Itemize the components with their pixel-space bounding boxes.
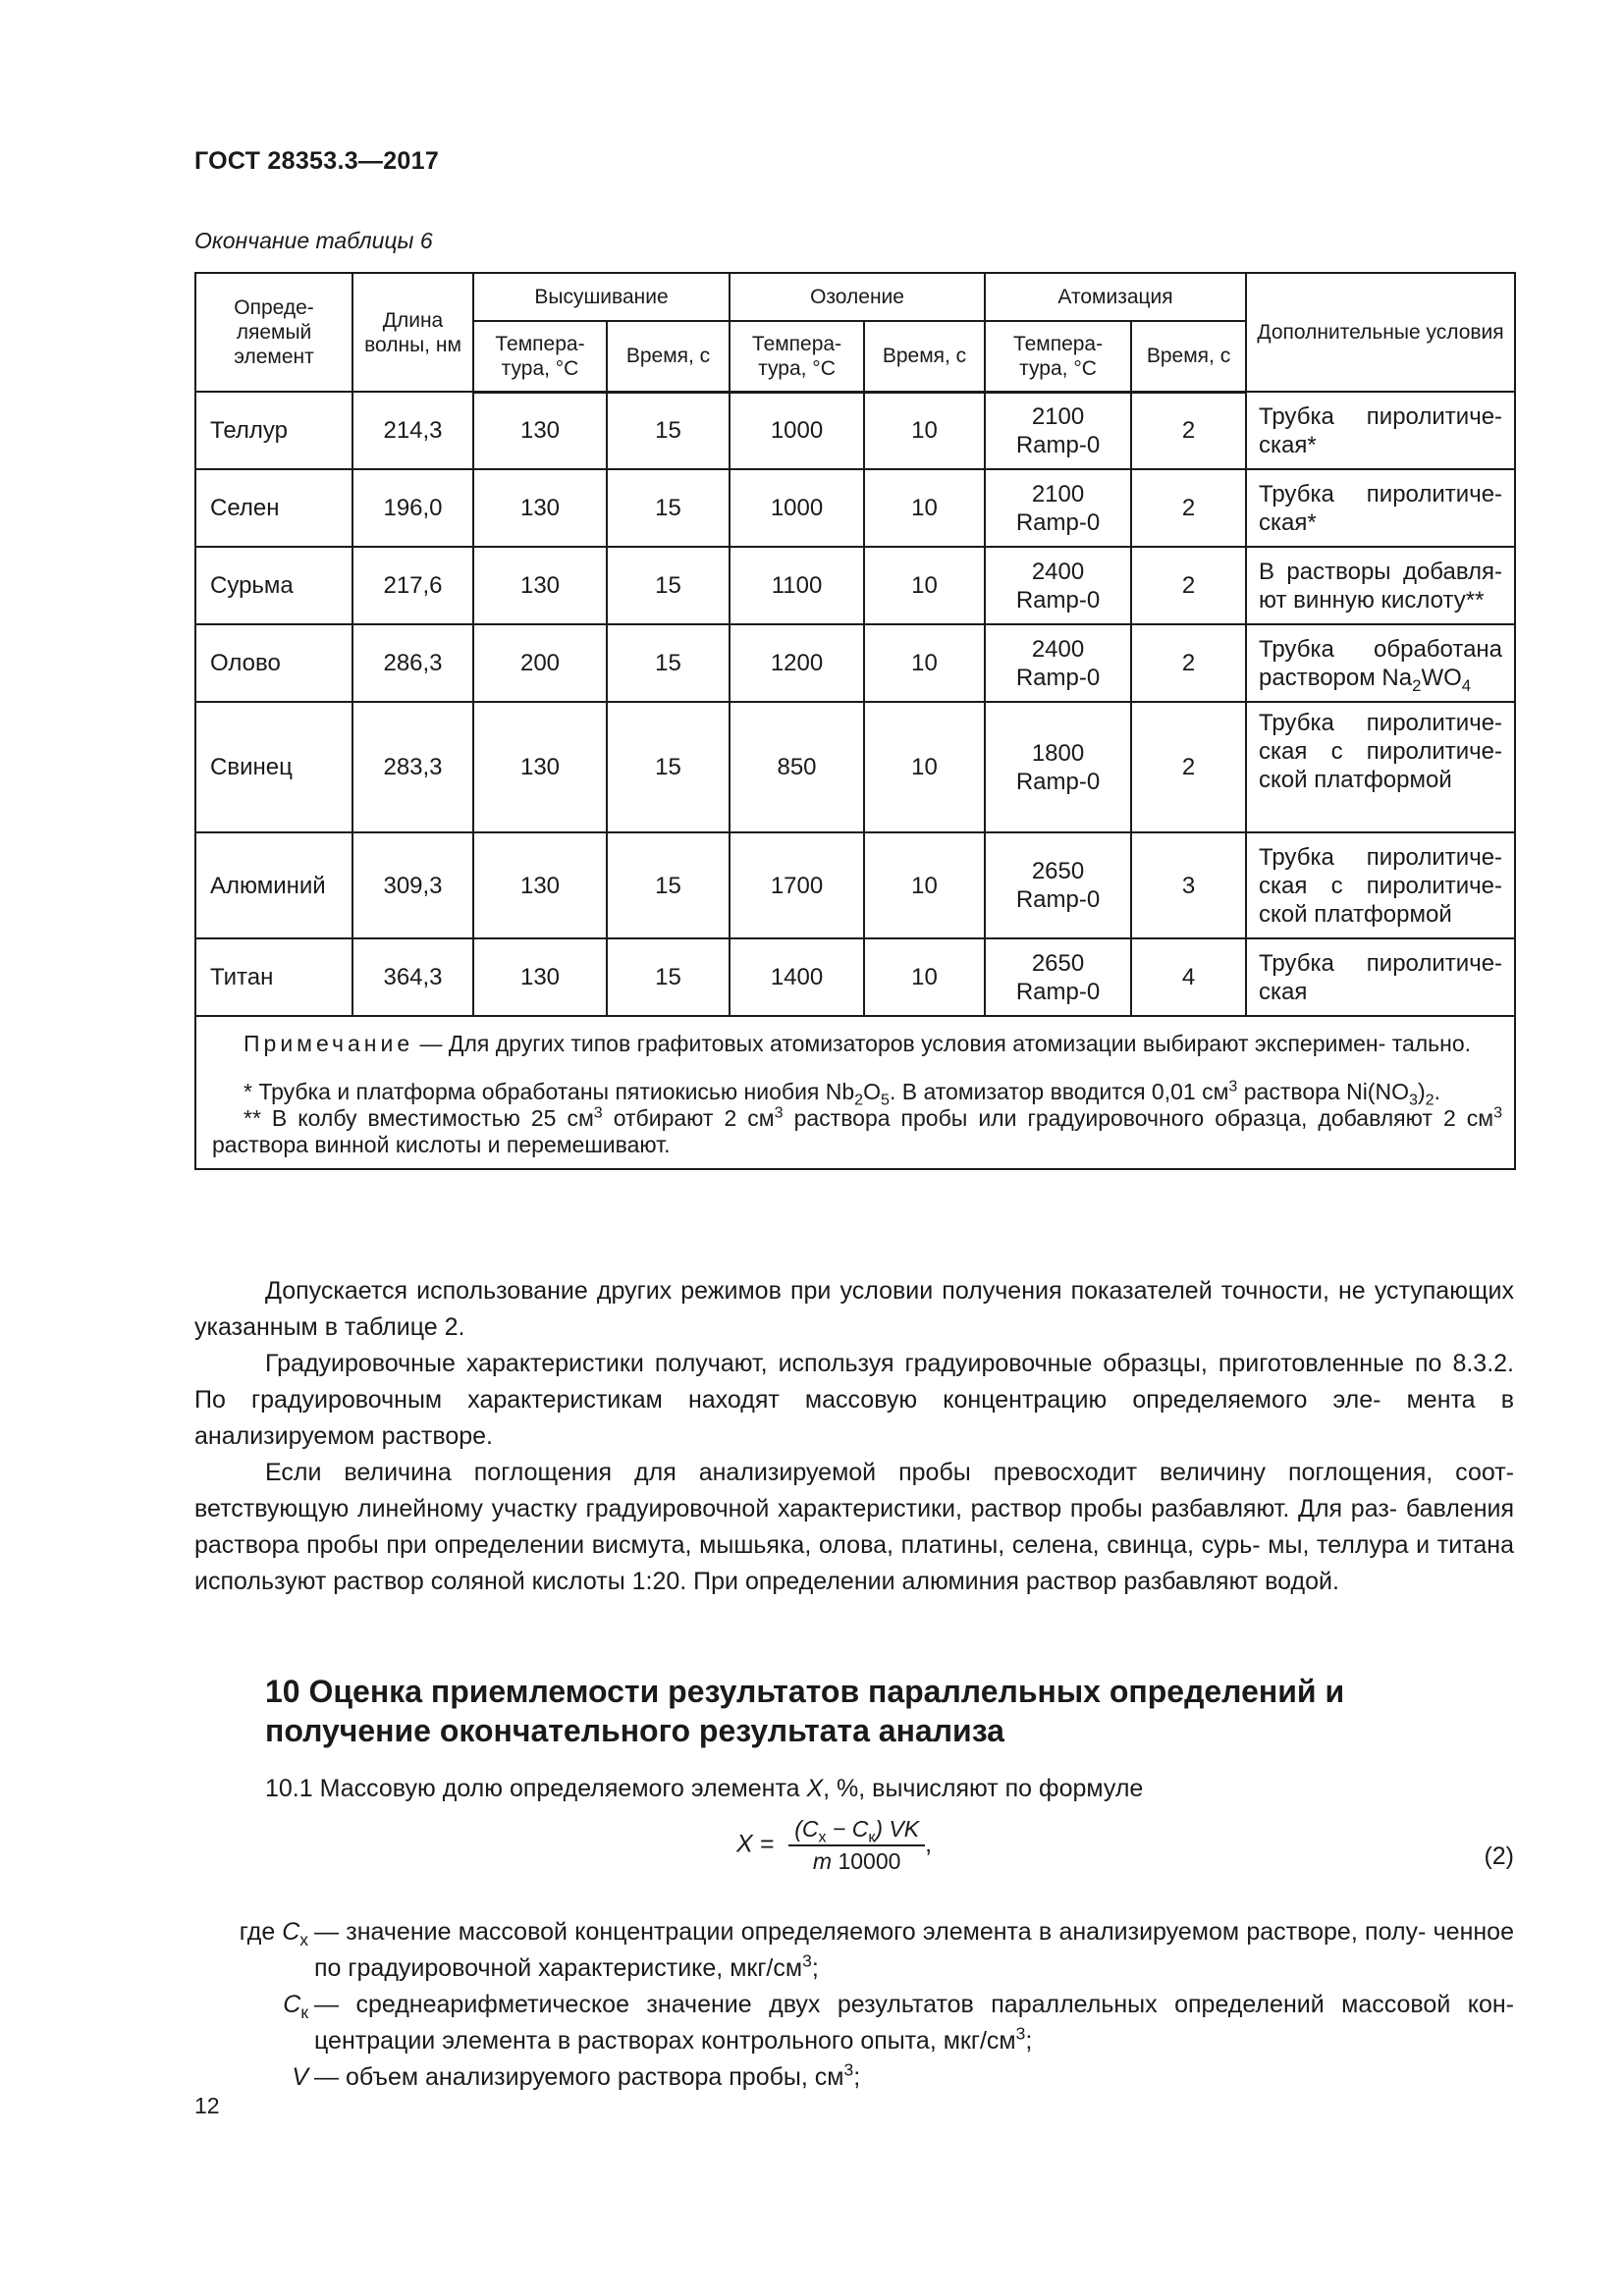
header-drying-time: Время, с bbox=[607, 321, 730, 392]
formula-lhs: X = bbox=[736, 1830, 775, 1858]
cell-drying-time: 15 bbox=[607, 392, 730, 469]
table-row bbox=[195, 392, 1515, 469]
cell-ashing-time: 10 bbox=[864, 469, 985, 547]
header-atomization-time: Время, с bbox=[1131, 321, 1246, 392]
formula-fraction bbox=[788, 1816, 925, 1875]
document-header: ГОСТ 28353.3—2017 bbox=[194, 147, 440, 175]
cell-ashing-time: 10 bbox=[864, 832, 985, 938]
cell-element: Титан bbox=[195, 938, 352, 1016]
cell-atomization-time: 2 bbox=[1131, 392, 1246, 469]
cell-drying-temperature: 130 bbox=[473, 547, 607, 624]
cell-atomization-temperature: 2100 Ramp-0 bbox=[985, 392, 1131, 469]
footnote-double-star: ** В колбу вместимостью 25 $см^3$ отбирают 2 $см^3$ раствора пробы или градуировочного образца, добавляют 2 $см^3$ раствора винной кислоты и перемешивают. bbox=[212, 1103, 1503, 1157]
cell-atomization-time: 2 bbox=[1131, 547, 1246, 624]
cell-ashing-time: 10 bbox=[864, 702, 985, 832]
cell-element: Олово bbox=[195, 624, 352, 702]
cell-extra-conditions: Трубка пиролитиче- ская bbox=[1246, 938, 1515, 1016]
cell-ashing-temperature: 1000 bbox=[730, 392, 864, 469]
table-note bbox=[195, 1016, 1515, 1169]
cell-extra-conditions: Трубка пиролитиче- ская* bbox=[1246, 469, 1515, 547]
paragraph: Допускается использование других режимов при условии получения показателей точности, не уступающих указанным в таблице 2. bbox=[194, 1277, 1514, 1341]
cell-wavelength: 283,3 bbox=[352, 702, 473, 832]
definition-ck: $C_к$ — среднеарифметическое значение двух результатов параллельных определений массовой кон- центрации элемента в растворах контрольного опыта, мкг/$см^3$; bbox=[283, 1991, 1514, 2055]
cell-wavelength: 214,3 bbox=[352, 392, 473, 469]
cell-atomization-temperature: 2400 Ramp-0 bbox=[985, 624, 1131, 702]
formula-2: X = $\frac{(C_x - C_к) VK}{m 10000}$ , bbox=[736, 1816, 933, 1874]
cell-element: Алюминий bbox=[195, 832, 352, 938]
cell-drying-time: 15 bbox=[607, 938, 730, 1016]
header-ashing-temperature: Темпера- тура, °С bbox=[730, 321, 864, 392]
definition-v: V — объем анализируемого раствора пробы, $см^3$; bbox=[292, 2059, 861, 2091]
table-6 bbox=[194, 272, 1516, 1170]
table-row bbox=[195, 832, 1515, 938]
cell-element: Теллур bbox=[195, 392, 352, 469]
cell-drying-temperature: 200 bbox=[473, 624, 607, 702]
cell-atomization-temperature: 2650 Ramp-0 bbox=[985, 938, 1131, 1016]
cell-extra-conditions: Трубка обработана раствором $Na_2WO_4$ bbox=[1246, 624, 1515, 702]
section-title: 10 Оценка приемлемости результатов параллельных определений и получение окончательного результата анализа bbox=[265, 1674, 1345, 1748]
cell-drying-temperature: 130 bbox=[473, 702, 607, 832]
cell-atomization-temperature: 1800 Ramp-0 bbox=[985, 702, 1131, 832]
table-row bbox=[195, 624, 1515, 702]
table-caption: Окончание таблицы 6 bbox=[194, 228, 433, 253]
cell-extra-conditions: Трубка пиролитиче- ская* bbox=[1246, 392, 1515, 469]
cell-element: Сурьма bbox=[195, 547, 352, 624]
page-number: 12 bbox=[194, 2093, 220, 2118]
header-atomization-temperature: Темпера- тура, °С bbox=[985, 321, 1131, 392]
cell-drying-temperature: 130 bbox=[473, 832, 607, 938]
cell-drying-time: 15 bbox=[607, 832, 730, 938]
equation-number: (2) bbox=[1484, 1842, 1514, 1870]
cell-atomization-temperature: 2100 Ramp-0 bbox=[985, 469, 1131, 547]
cell-drying-temperature: 130 bbox=[473, 392, 607, 469]
cell-wavelength: 217,6 bbox=[352, 547, 473, 624]
cell-ashing-temperature: 1700 bbox=[730, 832, 864, 938]
cell-ashing-time: 10 bbox=[864, 392, 985, 469]
cell-extra-conditions: Трубка пиролитиче- ская с пиролитиче- ской платформой bbox=[1246, 702, 1515, 832]
table-row bbox=[195, 469, 1515, 547]
header-ashing: Озоление bbox=[730, 273, 985, 321]
footnote-single-star: * Трубка и платформа обработаны пятиокисью ниобия $Nb_2O_5$. В атомизатор вводится 0,01 $см^3$ раствора $Ni(NO_3)_2$. bbox=[244, 1077, 1440, 1109]
definitions-list bbox=[194, 1914, 1514, 2096]
formula-denominator: m 10000 bbox=[812, 1848, 901, 1874]
definition-cx: где $C_x$ — значение массовой концентрации определяемого элемента в анализируемом растворе, полу- ченное по градуировочной характеристике, мкг/$см^3$; bbox=[239, 1918, 1514, 1982]
paragraph: Если величина поглощения для анализируемой пробы превосходит величину поглощения, соот- ветствующую линейному участку градуировочной характеристики, раствор пробы разбавляют. Для раз- бавления раствора пробы при определении висмута, мышьяка, олова, платины, селена, свинца, сурь- мы, теллура и титана используют раствор соляной кислоты 1:20. При определении алюминия раствор разбавляют водой. bbox=[194, 1459, 1514, 1595]
header-ashing-time: Время, с bbox=[864, 321, 985, 392]
cell-ashing-temperature: 1100 bbox=[730, 547, 864, 624]
table-row bbox=[195, 547, 1515, 624]
cell-element: Селен bbox=[195, 469, 352, 547]
cell-drying-temperature: 130 bbox=[473, 469, 607, 547]
formula-numerator: $(C_x - C_к)$ VK bbox=[788, 1816, 925, 1846]
cell-ashing-temperature: 1400 bbox=[730, 938, 864, 1016]
cell-atomization-time: 3 bbox=[1131, 832, 1246, 938]
cell-extra-conditions: В растворы добавля- ют винную кислоту** bbox=[1246, 547, 1515, 624]
note-text: Примечание — Для других типов графитовых атомизаторов условия атомизации выбирают эксперимен- тально. bbox=[244, 1031, 1472, 1056]
table-row bbox=[195, 938, 1515, 1016]
table-row bbox=[195, 702, 1515, 832]
paragraph: Градуировочные характеристики получают, используя градуировочные образцы, приготовленные по 8.3.2. По градуировочным характеристикам находят массовую концентрацию определяемого эле- мента в анализируемом растворе. bbox=[194, 1350, 1514, 1450]
cell-wavelength: 309,3 bbox=[352, 832, 473, 938]
cell-extra-conditions: Трубка пиролитиче- ская с пиролитиче- ской платформой bbox=[1246, 832, 1515, 938]
cell-drying-time: 15 bbox=[607, 469, 730, 547]
note-label: Примечание bbox=[244, 1031, 414, 1056]
cell-atomization-time: 2 bbox=[1131, 624, 1246, 702]
cell-atomization-time: 2 bbox=[1131, 469, 1246, 547]
header-drying: Высушивание bbox=[473, 273, 730, 321]
header-atomization: Атомизация bbox=[985, 273, 1246, 321]
cell-atomization-temperature: 2400 Ramp-0 bbox=[985, 547, 1131, 624]
cell-atomization-time: 2 bbox=[1131, 702, 1246, 832]
cell-drying-time: 15 bbox=[607, 547, 730, 624]
header-element: Опреде- ляемый элемент bbox=[195, 273, 352, 392]
cell-atomization-temperature: 2650 Ramp-0 bbox=[985, 832, 1131, 938]
cell-ashing-time: 10 bbox=[864, 938, 985, 1016]
clause-10-1: 10.1 Массовую долю определяемого элемента X, %, вычисляют по формуле bbox=[265, 1775, 1144, 1802]
cell-ashing-time: 10 bbox=[864, 624, 985, 702]
cell-wavelength: 196,0 bbox=[352, 469, 473, 547]
cell-ashing-temperature: 1200 bbox=[730, 624, 864, 702]
cell-drying-time: 15 bbox=[607, 702, 730, 832]
header-wavelength: Длина волны, нм bbox=[352, 273, 473, 392]
header-extra-conditions: Дополнительные условия bbox=[1246, 273, 1515, 392]
cell-atomization-time: 4 bbox=[1131, 938, 1246, 1016]
cell-ashing-time: 10 bbox=[864, 547, 985, 624]
cell-element: Свинец bbox=[195, 702, 352, 832]
cell-wavelength: 286,3 bbox=[352, 624, 473, 702]
header-drying-temperature: Темпера- тура, °С bbox=[473, 321, 607, 392]
body-paragraphs bbox=[194, 1273, 1514, 1600]
cell-wavelength: 364,3 bbox=[352, 938, 473, 1016]
cell-ashing-temperature: 1000 bbox=[730, 469, 864, 547]
cell-drying-temperature: 130 bbox=[473, 938, 607, 1016]
cell-drying-time: 15 bbox=[607, 624, 730, 702]
cell-ashing-temperature: 850 bbox=[730, 702, 864, 832]
